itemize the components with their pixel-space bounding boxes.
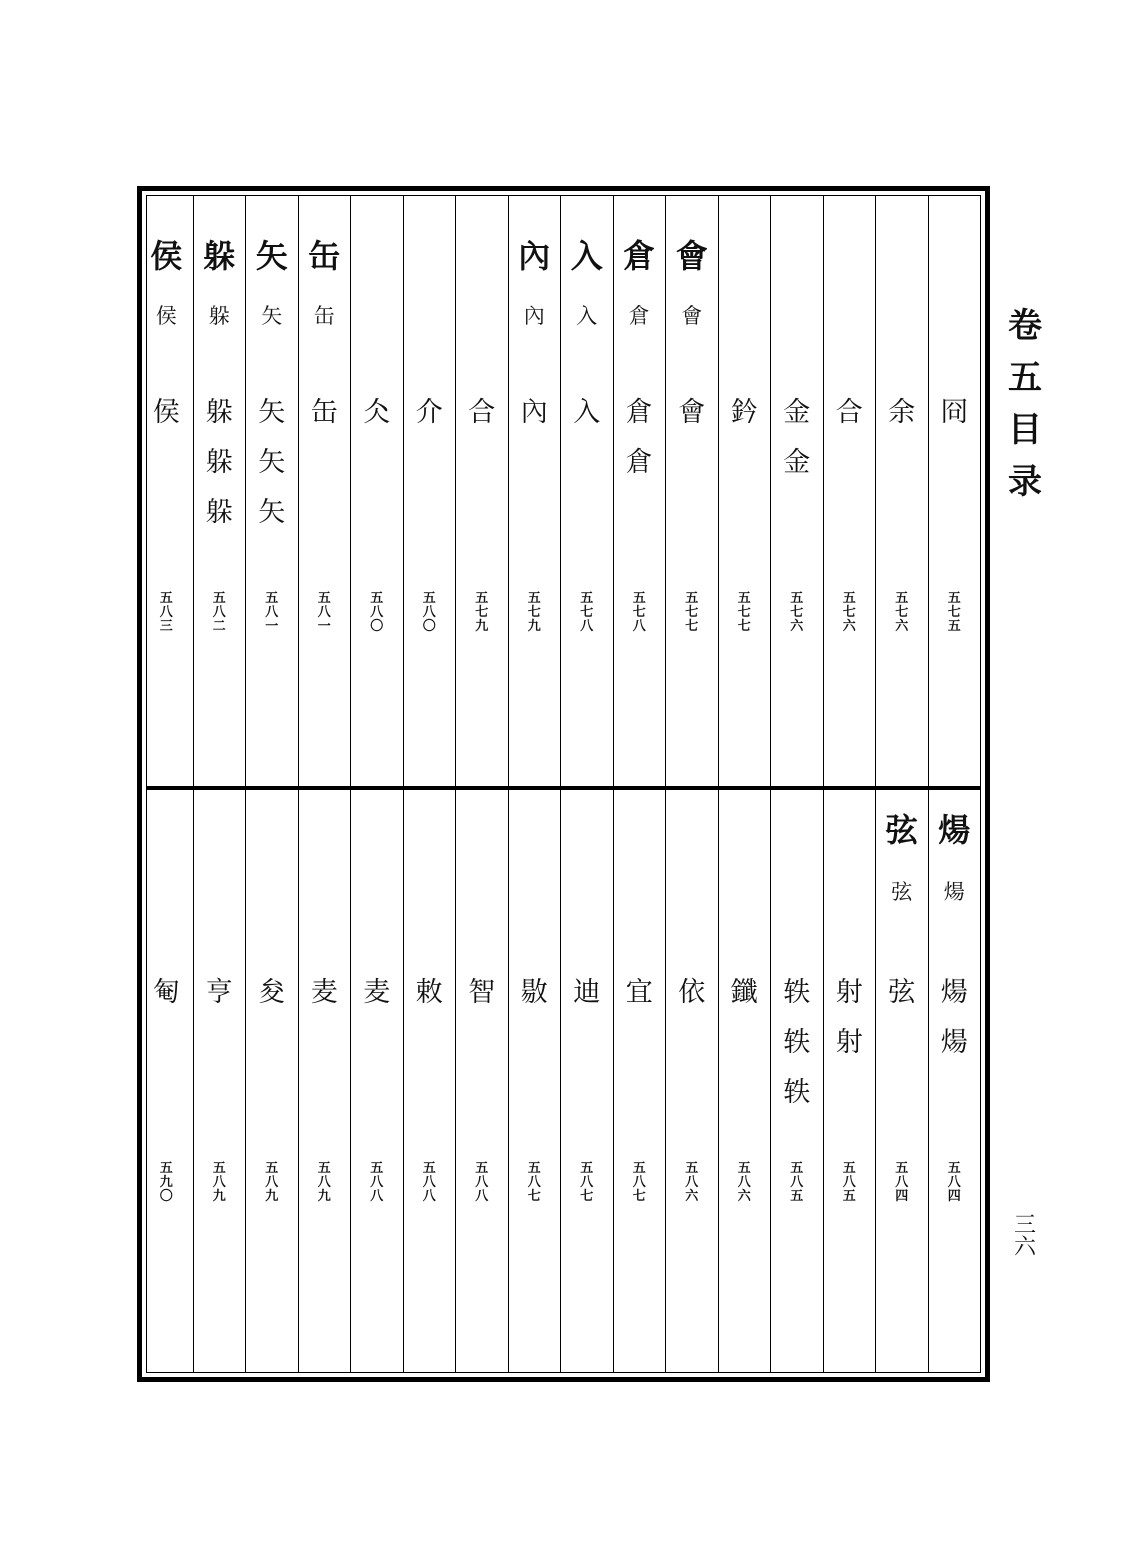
top-entry-column: [665, 196, 718, 786]
bronze-form-glyph: 矢: [258, 397, 286, 428]
entry-page-digit: 八: [475, 1175, 489, 1190]
bronze-forms: [614, 968, 666, 1018]
entry-page-digit: 六: [685, 1189, 699, 1204]
entry-page-digit: 五: [947, 619, 961, 634]
entry-page-number: [824, 592, 876, 634]
bronze-form-glyph: 煬: [940, 977, 968, 1008]
top-entry-column: [455, 196, 508, 786]
entry-page-digit: 五: [842, 591, 856, 606]
entry-page-digit: 九: [317, 1189, 331, 1204]
seal-character: [140, 236, 193, 276]
modern-character: [299, 304, 351, 328]
bronze-form-glyph: 內: [520, 397, 548, 428]
entry-page-digit: 五: [632, 1161, 646, 1176]
modern-character-text: 倉: [628, 304, 650, 328]
bronze-form-glyph: 射: [835, 977, 863, 1008]
seal-character-text: 倉: [623, 237, 656, 275]
bronze-form-glyph: 敭: [520, 977, 548, 1008]
entry-page-digit: 五: [159, 591, 173, 606]
entry-page-digit: 八: [265, 1175, 279, 1190]
bronze-form-glyph: 依: [678, 977, 706, 1008]
bronze-forms: [666, 968, 718, 1018]
top-entry-column: [350, 196, 403, 786]
entry-page-digit: 八: [895, 1175, 909, 1190]
entry-page-digit: 五: [685, 591, 699, 606]
bronze-forms: [771, 388, 823, 488]
entry-page-digit: 四: [895, 1189, 909, 1204]
bronze-form-glyph: 入: [573, 397, 601, 428]
entry-page-number: [929, 1162, 981, 1204]
bronze-form-glyph: 矢: [258, 497, 286, 528]
entry-page-digit: 三: [159, 619, 173, 634]
entry-page-digit: 八: [265, 605, 279, 620]
bronze-form-glyph: 躲: [205, 497, 233, 528]
bronze-forms: [299, 968, 351, 1018]
entry-page-number: [404, 1162, 456, 1204]
entry-page-digit: 五: [632, 591, 646, 606]
seal-character: [666, 236, 718, 276]
bronze-form-glyph: 麦: [363, 977, 391, 1008]
entry-page-digit: 六: [790, 619, 804, 634]
bottom-entry-column: [560, 790, 613, 1372]
bronze-form-glyph: 轶: [783, 977, 811, 1008]
seal-character-text: 缶: [308, 237, 341, 275]
entry-page-digit: 五: [265, 1161, 279, 1176]
page-title: [1000, 300, 1050, 508]
bronze-forms: [929, 968, 981, 1068]
entry-page-digit: 八: [370, 605, 384, 620]
entry-page-number: [456, 1162, 508, 1204]
entry-page-number: [299, 1162, 351, 1204]
bronze-form-glyph: 煬: [940, 1027, 968, 1058]
entry-page-number: [351, 592, 403, 634]
bottom-entry-column: [245, 790, 298, 1372]
bronze-form-glyph: 合: [835, 397, 863, 428]
entry-page-digit: 五: [212, 1161, 226, 1176]
entry-page-digit: 五: [580, 591, 594, 606]
entry-page-number: [666, 1162, 718, 1204]
entry-page-digit: 〇: [159, 1189, 173, 1204]
top-entry-column: [403, 196, 456, 786]
index-table: [137, 186, 990, 1382]
bronze-forms: [299, 388, 351, 438]
bronze-form-glyph: 仌: [363, 397, 391, 428]
bronze-forms: [876, 968, 928, 1018]
top-entry-column: [928, 196, 981, 786]
top-entry-column: [140, 196, 193, 786]
modern-character-text: 矢: [261, 304, 283, 328]
entry-page-digit: 七: [527, 1189, 541, 1204]
entry-page-number: [614, 592, 666, 634]
entry-page-digit: 〇: [370, 619, 384, 634]
entry-page-number: [194, 592, 246, 634]
entry-page-digit: 六: [842, 619, 856, 634]
seal-character-text: 弦: [885, 811, 918, 849]
bronze-forms: [404, 388, 456, 438]
bottom-entry-column: [718, 790, 771, 1372]
title-char: 目: [1008, 410, 1042, 450]
entry-page-number: [876, 1162, 928, 1204]
entry-page-digit: 八: [317, 1175, 331, 1190]
bottom-entry-column: [508, 790, 561, 1372]
entry-page-number: [771, 592, 823, 634]
bronze-form-glyph: 麦: [310, 977, 338, 1008]
entry-page-number: [194, 1162, 246, 1204]
entry-page-digit: 五: [370, 1161, 384, 1176]
bronze-form-glyph: 金: [783, 397, 811, 428]
bronze-form-glyph: 缶: [310, 397, 338, 428]
top-entry-column: [823, 196, 876, 786]
bronze-forms: [246, 388, 298, 538]
top-entry-column: [718, 196, 771, 786]
entry-page-digit: 八: [422, 605, 436, 620]
bronze-forms: [140, 968, 193, 1018]
bronze-form-glyph: 智: [468, 977, 496, 1008]
entry-page-digit: 七: [947, 605, 961, 620]
bronze-forms: [456, 968, 508, 1018]
seal-character-text: 躲: [203, 237, 236, 275]
entry-page-digit: 八: [947, 1175, 961, 1190]
entry-page-digit: 八: [212, 605, 226, 620]
entry-page-digit: 八: [632, 619, 646, 634]
entry-page-digit: 五: [527, 1161, 541, 1176]
bronze-forms: [614, 388, 666, 488]
bronze-forms: [509, 968, 561, 1018]
entry-page-digit: 八: [685, 1175, 699, 1190]
bronze-forms: [404, 968, 456, 1018]
bronze-form-glyph: 冏: [940, 397, 968, 428]
bronze-forms: [666, 388, 718, 438]
modern-character: [876, 880, 928, 904]
entry-page-digit: 五: [265, 591, 279, 606]
modern-character: [561, 304, 613, 328]
bronze-forms: [561, 968, 613, 1018]
entry-page-digit: 五: [422, 591, 436, 606]
entry-page-digit: 八: [212, 1175, 226, 1190]
modern-character: [140, 304, 193, 328]
page-number-char: 六: [1013, 1235, 1036, 1260]
entry-page-digit: 四: [947, 1189, 961, 1204]
entry-page-digit: 五: [790, 1161, 804, 1176]
bottom-entry-column: [613, 790, 666, 1372]
modern-character: [929, 880, 981, 904]
bronze-form-glyph: 倉: [625, 397, 653, 428]
bronze-form-glyph: 弦: [888, 977, 916, 1008]
seal-character-text: 矢: [255, 237, 288, 275]
page-number: [1010, 1215, 1040, 1259]
entry-page-digit: 八: [370, 1189, 384, 1204]
modern-character-text: 弦: [891, 880, 913, 904]
entry-page-digit: 五: [842, 1189, 856, 1204]
bronze-form-glyph: 迪: [573, 977, 601, 1008]
seal-character: [561, 236, 613, 276]
bottom-entry-column: [298, 790, 351, 1372]
entry-page-number: [246, 1162, 298, 1204]
top-entry-column: [245, 196, 298, 786]
seal-character: [246, 236, 298, 276]
bronze-form-glyph: 鑯: [730, 977, 758, 1008]
seal-character: [299, 236, 351, 276]
top-entry-column: [508, 196, 561, 786]
entry-page-number: [719, 1162, 771, 1204]
entry-page-number: [140, 592, 193, 634]
bronze-form-glyph: 合: [468, 397, 496, 428]
modern-character: [614, 304, 666, 328]
bronze-forms: [771, 968, 823, 1118]
entry-page-digit: 五: [580, 1161, 594, 1176]
entry-page-digit: 八: [580, 619, 594, 634]
bronze-form-glyph: 宜: [625, 977, 653, 1008]
entry-page-number: [509, 592, 561, 634]
seal-character-text: 會: [675, 237, 708, 275]
entry-page-digit: 七: [737, 605, 751, 620]
entry-page-number: [561, 1162, 613, 1204]
bottom-entry-column: [193, 790, 246, 1372]
entry-page-number: [351, 1162, 403, 1204]
entry-page-number: [456, 592, 508, 634]
bronze-form-glyph: 矢: [258, 447, 286, 478]
entry-page-number: [666, 592, 718, 634]
bronze-form-glyph: 轶: [783, 1027, 811, 1058]
entry-page-number: [614, 1162, 666, 1204]
bronze-form-glyph: 金: [783, 447, 811, 478]
seal-character-text: 侯: [150, 237, 183, 275]
entry-page-number: [929, 592, 981, 634]
entry-page-digit: 五: [212, 591, 226, 606]
entry-page-digit: 七: [475, 605, 489, 620]
bronze-form-glyph: 亨: [205, 977, 233, 1008]
entry-page-digit: 五: [370, 591, 384, 606]
top-entry-column: [298, 196, 351, 786]
bronze-forms: [561, 388, 613, 438]
entry-page-digit: 五: [895, 591, 909, 606]
entry-page-number: [246, 592, 298, 634]
seal-character: [614, 236, 666, 276]
entry-page-digit: 八: [317, 605, 331, 620]
bronze-forms: [194, 388, 246, 538]
title-char: 录: [1008, 462, 1042, 502]
entry-page-digit: 二: [212, 619, 226, 634]
entry-page-digit: 八: [159, 605, 173, 620]
entry-page-digit: 五: [790, 591, 804, 606]
entry-page-digit: 七: [527, 605, 541, 620]
entry-page-digit: 八: [580, 1175, 594, 1190]
bronze-form-glyph: 匎: [152, 977, 180, 1008]
entry-page-digit: 五: [737, 1161, 751, 1176]
bronze-forms: [194, 968, 246, 1018]
bronze-forms: [824, 388, 876, 438]
entry-page-digit: 九: [212, 1189, 226, 1204]
seal-character: [876, 810, 928, 850]
entry-page-digit: 五: [527, 591, 541, 606]
bronze-forms: [876, 388, 928, 438]
entry-page-digit: 五: [159, 1161, 173, 1176]
top-entry-column: [613, 196, 666, 786]
bronze-form-glyph: 鈐: [730, 397, 758, 428]
entry-page-digit: 五: [475, 591, 489, 606]
modern-character: [194, 304, 246, 328]
bronze-forms: [140, 388, 193, 438]
bronze-forms: [719, 388, 771, 438]
bronze-form-glyph: 射: [835, 1027, 863, 1058]
bronze-forms: [351, 388, 403, 438]
entry-page-digit: 七: [685, 619, 699, 634]
modern-character: [246, 304, 298, 328]
entry-page-digit: 九: [265, 1189, 279, 1204]
entry-page-digit: 五: [475, 1161, 489, 1176]
modern-character-text: 缶: [313, 304, 335, 328]
entry-page-digit: 九: [527, 619, 541, 634]
entry-page-digit: 七: [580, 605, 594, 620]
entry-page-digit: 八: [632, 1175, 646, 1190]
modern-character-text: 侯: [155, 304, 177, 328]
bottom-entry-column: [140, 790, 193, 1372]
bronze-forms: [719, 968, 771, 1018]
entry-page-digit: 七: [895, 605, 909, 620]
entry-page-digit: 〇: [422, 619, 436, 634]
entry-page-digit: 七: [790, 605, 804, 620]
top-register: [147, 196, 980, 786]
seal-character: [194, 236, 246, 276]
modern-character-text: 躲: [208, 304, 230, 328]
seal-character-text: 入: [570, 237, 603, 275]
entry-page-number: [824, 1162, 876, 1204]
bronze-form-glyph: 會: [678, 397, 706, 428]
bottom-entry-column: [875, 790, 928, 1372]
bronze-form-glyph: 躲: [205, 397, 233, 428]
title-char: 五: [1008, 358, 1042, 398]
top-entry-column: [193, 196, 246, 786]
entry-page-digit: 五: [790, 1189, 804, 1204]
bottom-entry-column: [770, 790, 823, 1372]
bottom-entry-column: [665, 790, 718, 1372]
top-entry-column: [875, 196, 928, 786]
bronze-forms: [246, 968, 298, 1018]
entry-page-digit: 九: [159, 1175, 173, 1190]
bottom-entry-column: [823, 790, 876, 1372]
modern-character: [666, 304, 718, 328]
entry-page-digit: 一: [317, 619, 331, 634]
bronze-forms: [824, 968, 876, 1068]
modern-character-text: 入: [576, 304, 598, 328]
modern-character: [509, 304, 561, 328]
bronze-form-glyph: 余: [888, 397, 916, 428]
bronze-form-glyph: 倉: [625, 447, 653, 478]
entry-page-digit: 五: [317, 591, 331, 606]
bronze-forms: [929, 388, 981, 438]
entry-page-digit: 八: [790, 1175, 804, 1190]
bronze-forms: [509, 388, 561, 438]
entry-page-digit: 八: [422, 1175, 436, 1190]
entry-page-digit: 五: [317, 1161, 331, 1176]
modern-character-text: 會: [681, 304, 703, 328]
entry-page-number: [561, 592, 613, 634]
entry-page-digit: 七: [632, 1189, 646, 1204]
entry-page-digit: 七: [685, 605, 699, 620]
entry-page-digit: 五: [422, 1161, 436, 1176]
entry-page-number: [719, 592, 771, 634]
entry-page-digit: 六: [895, 619, 909, 634]
entry-page-number: [771, 1162, 823, 1204]
bottom-entry-column: [928, 790, 981, 1372]
entry-page-digit: 五: [842, 1161, 856, 1176]
bronze-form-glyph: 敕: [415, 977, 443, 1008]
bottom-register: [147, 790, 980, 1372]
modern-character-text: 內: [523, 304, 545, 328]
bronze-form-glyph: 躲: [205, 447, 233, 478]
entry-page-digit: 八: [475, 1189, 489, 1204]
page-number-char: 三: [1013, 1213, 1036, 1238]
entry-page-digit: 七: [632, 605, 646, 620]
bottom-entry-column: [350, 790, 403, 1372]
entry-page-number: [876, 592, 928, 634]
modern-character-text: 煬: [943, 880, 965, 904]
bronze-forms: [456, 388, 508, 438]
bottom-entry-column: [403, 790, 456, 1372]
top-entry-column: [770, 196, 823, 786]
entry-page-digit: 五: [895, 1161, 909, 1176]
entry-page-digit: 七: [737, 619, 751, 634]
index-table-inner: [146, 195, 981, 1373]
entry-page-number: [404, 592, 456, 634]
entry-page-digit: 八: [527, 1175, 541, 1190]
entry-page-digit: 五: [685, 1161, 699, 1176]
top-entry-column: [560, 196, 613, 786]
entry-page-digit: 一: [265, 619, 279, 634]
entry-page-digit: 五: [737, 591, 751, 606]
entry-page-digit: 六: [737, 1189, 751, 1204]
title-char: 卷: [1008, 306, 1042, 346]
entry-page-digit: 七: [842, 605, 856, 620]
seal-character: [929, 810, 981, 850]
bronze-form-glyph: 轶: [783, 1077, 811, 1108]
entry-page-digit: 五: [947, 1161, 961, 1176]
bottom-entry-column: [455, 790, 508, 1372]
entry-page-digit: 九: [475, 619, 489, 634]
seal-character-text: 內: [518, 237, 551, 275]
entry-page-number: [509, 1162, 561, 1204]
seal-character: [509, 236, 561, 276]
entry-page-digit: 八: [737, 1175, 751, 1190]
entry-page-number: [140, 1162, 193, 1204]
bronze-forms: [351, 968, 403, 1018]
bronze-form-glyph: 介: [415, 397, 443, 428]
bronze-form-glyph: 侯: [152, 397, 180, 428]
entry-page-digit: 八: [422, 1189, 436, 1204]
entry-page-digit: 五: [947, 591, 961, 606]
entry-page-number: [299, 592, 351, 634]
bronze-form-glyph: 夋: [258, 977, 286, 1008]
entry-page-digit: 八: [370, 1175, 384, 1190]
seal-character-text: 煬: [938, 811, 971, 849]
entry-page-digit: 七: [580, 1189, 594, 1204]
entry-page-digit: 八: [842, 1175, 856, 1190]
